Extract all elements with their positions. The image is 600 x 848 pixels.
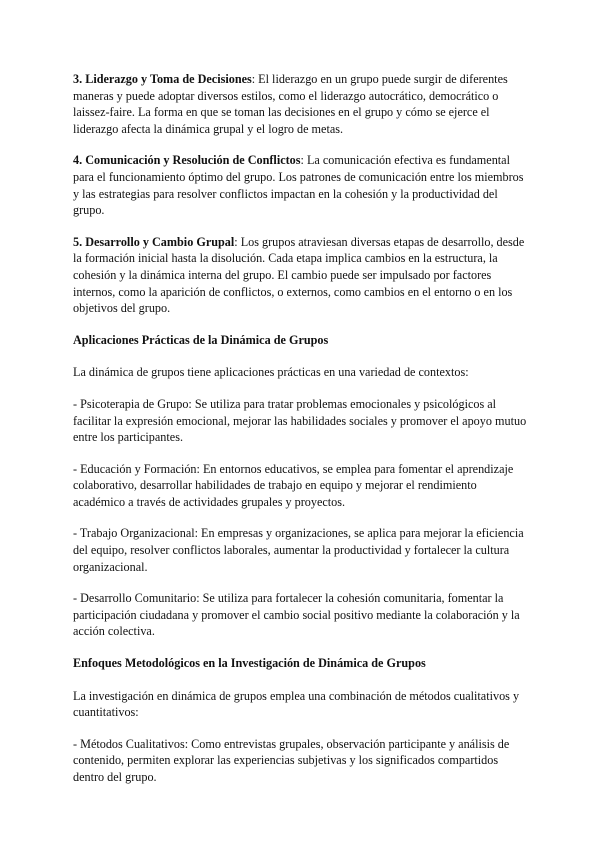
methods-heading: Enfoques Metodológicos en la Investigación de Dinámica de Grupos <box>73 656 426 671</box>
applications-intro: La dinámica de grupos tiene aplicaciones prácticas en una variedad de contextos: <box>73 365 469 380</box>
section-title: 4. Comunicación y Resolución de Conflictos <box>73 153 301 168</box>
application-item-psychotherapy: - Psicoterapia de Grupo: Se utiliza para tratar problemas emocionales y psicológicos al facilitar la expresión emocional, mejorar las habilidades sociales y promover el apoyo mutuo entre los participantes. <box>73 396 527 445</box>
methods-intro: La investigación en dinámica de grupos emplea una combinación de métodos cualitativos y cuantitativos: <box>73 688 520 720</box>
document-page <box>73 71 528 801</box>
section-leadership <box>73 71 528 137</box>
method-item-qualitative: - Métodos Cualitativos: Como entrevistas grupales, observación participante y análisis de contenido, permiten explorar las experiencias subjetivas y los significados compartidos dentro del grupo. <box>73 736 510 784</box>
applications-heading: Aplicaciones Prácticas de la Dinámica de Grupos <box>73 332 329 347</box>
application-item-organizational: - Trabajo Organizacional: En empresas y organizaciones, se aplica para mejorar la eficiencia del equipo, resolver conflictos laborales, aumentar la productividad y fortalecer la cultura organizacional. <box>73 526 524 574</box>
application-item-education: - Educación y Formación: En entornos educativos, se emplea para fomentar el aprendizaje colaborativo, desarrollar habilidades de trabajo en equipo y mejorar el rendimiento académico a través de actividades grupales y proyectos. <box>73 461 514 509</box>
section-body: : El liderazgo en un grupo puede surgir de diferentes maneras y puede adoptar diversos estilos, como el liderazgo autocrático, democrático o laissez-faire. La forma en que se toman las decisiones en el grupo y cómo se ejerce el liderazgo afecta la dinámica grupal y el logro de metas. <box>73 72 508 136</box>
section-body: : La comunicación efectiva es fundamental para el funcionamiento óptimo del grupo. Los patrones de comunicación entre los miembros y las estrategias para resolver conflictos impactan en la cohesión y la productividad del grupo. <box>73 153 524 218</box>
section-body: : Los grupos atraviesan diversas etapas de desarrollo, desde la formación inicial hasta la disolución. Cada etapa implica cambios en la estructura, la cohesión y la dinámica interna del grupo. El cambio puede ser impulsado por factores internos, como la aparición de conflictos, o externos, como cambios en el entorno o en los objetivos del grupo. <box>73 234 525 316</box>
application-item-community: - Desarrollo Comunitario: Se utiliza para fortalecer la cohesión comunitaria, fomentar la participación ciudadana y promover el cambio social positivo mediante la colaboración y la acción colectiva. <box>73 591 520 639</box>
section-development <box>73 234 528 317</box>
section-title: 3. Liderazgo y Toma de Decisiones <box>73 72 252 86</box>
section-title: 5. Desarrollo y Cambio Grupal <box>73 234 235 249</box>
section-communication <box>73 152 528 218</box>
